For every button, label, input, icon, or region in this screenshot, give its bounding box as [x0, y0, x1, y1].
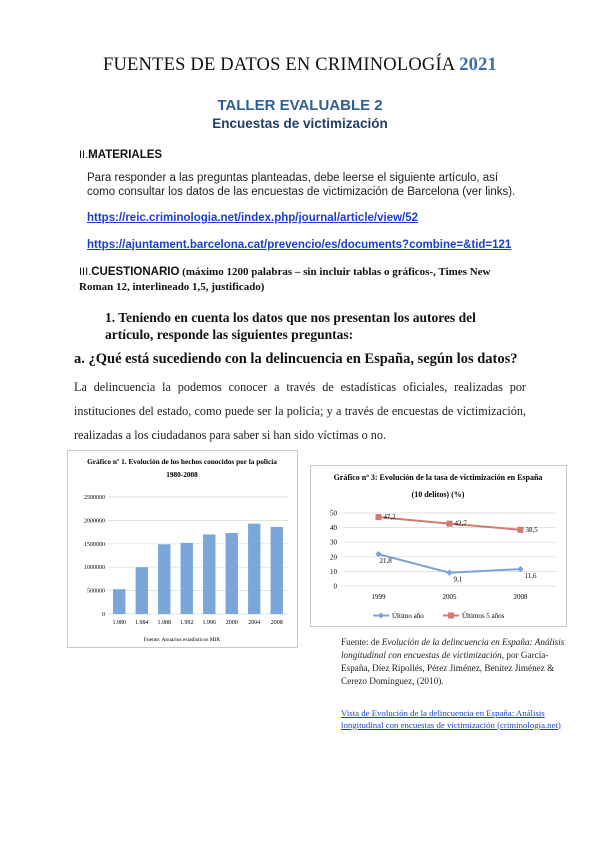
data-label: 11,6: [524, 572, 537, 581]
legend-label: Últimos 5 años: [462, 612, 505, 620]
x-tick-label: 2008: [513, 593, 528, 601]
y-tick-label: 40: [330, 524, 337, 533]
x-tick-label: 1.996: [202, 620, 216, 626]
data-label: 42,7: [454, 519, 467, 528]
chart-source-citation: [341, 636, 576, 688]
data-point: [446, 570, 452, 576]
source-prefix: Fuente: de: [341, 637, 382, 647]
y-tick-label: 20: [330, 553, 337, 562]
chart-victimization-rate: [310, 465, 567, 627]
y-tick-label: 500000: [87, 588, 105, 595]
data-label: 21,8: [379, 557, 392, 566]
bar: [113, 589, 125, 614]
y-tick-label: 50: [330, 509, 337, 518]
roman-numeral: II.: [79, 149, 89, 161]
y-tick-label: 1000000: [84, 565, 105, 572]
y-tick-label: 2000000: [84, 518, 105, 525]
legend-marker: [448, 613, 454, 619]
y-tick-label: 2500000: [84, 495, 105, 501]
chart-subtitle: (10 delitos) (%): [411, 490, 465, 499]
heading-text: CUESTIONARIO: [91, 266, 180, 278]
x-tick-label: 1.980: [112, 620, 126, 626]
section-materiales-heading: [79, 149, 162, 161]
legend-marker: [378, 613, 384, 619]
bar: [203, 534, 215, 614]
taller-subtitle: Encuestas de victimización: [212, 116, 388, 131]
source-authors: , por García-España, Díez Ripollés, Pérez Jiménez, Benítez Jiménez & Cerezo Domínguez, (2010).: [341, 650, 555, 686]
chart-title: Gráfico nº 3: Evolución de la tasa de victimización en España: [333, 473, 543, 482]
x-tick-label: 2005: [442, 593, 457, 601]
heading-note: (máximo 1200 palabras – sin incluir tablas o gráficos-, Times New Roman 12, interlineado 1,5, justificado): [79, 266, 491, 293]
data-label: 47,2: [383, 513, 396, 522]
bar: [248, 524, 260, 614]
bar: [136, 567, 148, 614]
line-chart-svg: [311, 466, 566, 626]
x-tick-label: 1999: [371, 593, 386, 601]
taller-heading: TALLER EVALUABLE 2: [217, 97, 383, 114]
document-title: [0, 55, 600, 76]
title-year: 2021: [459, 55, 498, 75]
x-tick-label: 1.984: [135, 620, 149, 626]
materiales-intro: Para responder a las preguntas planteadas, debe leerse el siguiente artículo, así como consultar los datos de las encuestas de victimización de Barcelona (ver links).: [87, 172, 516, 198]
bar: [226, 533, 238, 614]
legend-label: Último año: [392, 612, 424, 620]
y-tick-label: 1500000: [84, 541, 105, 548]
data-label: 38,5: [525, 525, 538, 534]
x-tick-label: 1.992: [180, 620, 194, 626]
chart-subtitle: 1980-2008: [166, 470, 198, 479]
data-point: [447, 521, 453, 527]
chart-source-note: Fuente: Anuarios estadísticos MIR: [143, 637, 221, 643]
bar: [271, 527, 283, 614]
title-text: FUENTES DE DATOS EN CRIMINOLOGÍA: [102, 55, 455, 75]
y-tick-label: 0: [333, 582, 337, 591]
barcelona-link[interactable]: https://ajuntament.barcelona.cat/prevencio/es/documents?combine=&tid=121: [87, 239, 512, 251]
x-tick-label: 2004: [248, 620, 261, 626]
x-tick-label: 1.988: [157, 620, 171, 626]
x-tick-label: 2008: [270, 620, 283, 626]
data-label: 9,1: [453, 575, 463, 584]
heading-text: MATERIALES: [88, 149, 163, 161]
y-tick-label: 10: [330, 567, 337, 576]
bar-chart-svg: [68, 451, 297, 647]
x-tick-label: 2000: [225, 620, 238, 626]
article-link[interactable]: https://reic.criminologia.net/index.php/journal/article/view/52: [87, 212, 419, 224]
y-tick-label: 30: [330, 538, 337, 547]
bar: [158, 544, 170, 614]
data-point: [518, 527, 524, 533]
question-a: a. ¿Qué está sucediendo con la delincuencia en España, según los datos?: [74, 351, 518, 367]
article-view-link[interactable]: Vista de Evolución de la delincuencia en España: Análisis longitudinal con encuestas de victimización (criminologia.net): [341, 708, 561, 730]
y-tick-label: 0: [102, 612, 105, 618]
bar: [181, 543, 193, 614]
question-1: 1. Teniendo en cuenta los datos que nos presentan los autores del artículo, responde las siguientes preguntas:: [105, 310, 476, 342]
chart-police-facts: [67, 450, 298, 648]
data-point: [376, 514, 382, 520]
answer-paragraph: La delincuencia la podemos conocer a través de estadísticas oficiales, realizadas por instituciones del estado, como puede ser la policía; y a través de encuestas de victimización, realizadas a los ciudadanos para saber si han sido víctimas o no.: [74, 380, 526, 442]
source-title: Evolución de la delincuencia en España: Análisis longitudinal con encuestas de victimización: [341, 637, 565, 660]
chart-title: Gráfico nº 1. Evolución de los hechos conocidos por la policía: [87, 457, 277, 466]
roman-numeral: III.: [79, 266, 92, 278]
section-cuestionario-heading: [79, 265, 519, 295]
